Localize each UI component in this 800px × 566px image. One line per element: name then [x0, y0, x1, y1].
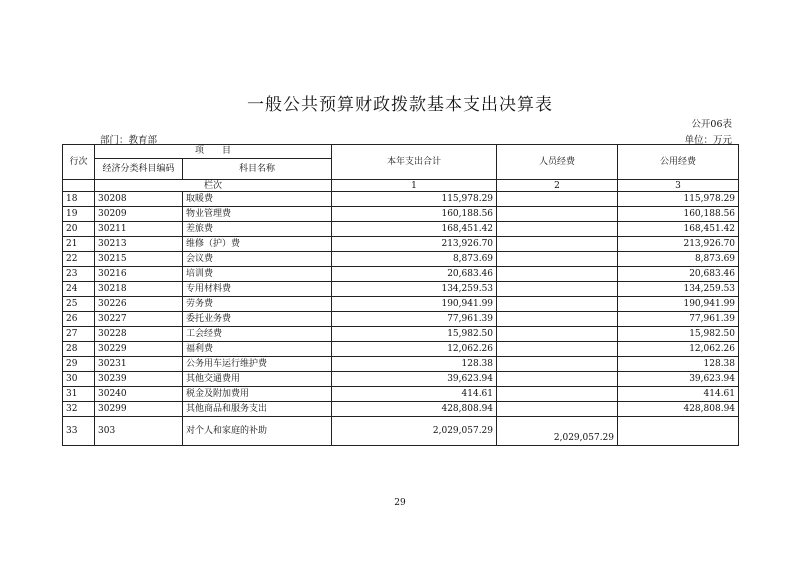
header-total: 本年支出合计 — [332, 145, 497, 180]
public-cell: 134,259.53 — [618, 282, 739, 297]
subject-name-cell: 工会经费 — [183, 327, 332, 342]
row-number-cell: 26 — [63, 312, 95, 327]
econ-code-cell: 30231 — [95, 357, 183, 372]
table-row — [63, 282, 739, 297]
public-cell: 213,926.70 — [618, 237, 739, 252]
table-row — [63, 387, 739, 402]
public-cell: 77,961.39 — [618, 312, 739, 327]
econ-code-cell: 30228 — [95, 327, 183, 342]
subject-name-cell: 培训费 — [183, 267, 332, 282]
row-number-cell: 27 — [63, 327, 95, 342]
public-cell: 128.38 — [618, 357, 739, 372]
subject-name-cell: 专用材料费 — [183, 282, 332, 297]
table-row — [63, 222, 739, 237]
row-number-cell: 32 — [63, 402, 95, 417]
econ-code-cell: 30229 — [95, 342, 183, 357]
page-number: 29 — [394, 498, 406, 508]
column-index-1: 1 — [332, 180, 497, 192]
personnel-cell — [497, 312, 618, 327]
table-row — [63, 237, 739, 252]
header-item: 项 目 — [95, 145, 332, 159]
table-row — [63, 342, 739, 357]
total-cell: 39,623.94 — [332, 372, 497, 387]
personnel-cell — [497, 357, 618, 372]
econ-code-cell: 30208 — [95, 192, 183, 207]
table-row — [63, 297, 739, 312]
subject-name-cell: 其他交通费用 — [183, 372, 332, 387]
subject-name-cell: 福利费 — [183, 342, 332, 357]
public-cell: 39,623.94 — [618, 372, 739, 387]
econ-code-cell: 30213 — [95, 237, 183, 252]
table-row — [63, 192, 739, 207]
public-cell: 15,982.50 — [618, 327, 739, 342]
econ-code-cell: 30240 — [95, 387, 183, 402]
row-number-cell: 28 — [63, 342, 95, 357]
total-cell: 190,941.99 — [332, 297, 497, 312]
econ-code-cell: 30299 — [95, 402, 183, 417]
subject-name-cell: 公务用车运行维护费 — [183, 357, 332, 372]
personnel-cell — [497, 327, 618, 342]
table-row — [63, 267, 739, 282]
personnel-cell — [497, 237, 618, 252]
econ-code-cell: 30239 — [95, 372, 183, 387]
econ-code-cell: 30215 — [95, 252, 183, 267]
column-index-3: 3 — [618, 180, 739, 192]
subject-name-cell: 对个人和家庭的补助 — [183, 417, 332, 446]
public-cell: 428,808.94 — [618, 402, 739, 417]
row-number-cell: 25 — [63, 297, 95, 312]
total-cell: 414.61 — [332, 387, 497, 402]
department-label: 部门：教育部 — [100, 135, 158, 146]
personnel-cell — [497, 342, 618, 357]
row-number-cell: 18 — [63, 192, 95, 207]
table-row — [63, 417, 739, 446]
econ-code-cell: 30218 — [95, 282, 183, 297]
row-number-cell: 31 — [63, 387, 95, 402]
total-cell: 12,062.26 — [332, 342, 497, 357]
form-number: 公开06表 — [691, 119, 732, 130]
econ-code-cell: 30211 — [95, 222, 183, 237]
personnel-cell: 2,029,057.29 — [497, 417, 618, 446]
blank-cell — [63, 180, 95, 192]
econ-code-cell: 30227 — [95, 312, 183, 327]
header-row-1 — [63, 145, 739, 159]
public-cell: 414.61 — [618, 387, 739, 402]
public-cell: 8,873.69 — [618, 252, 739, 267]
header-subject-name: 科目名称 — [183, 159, 332, 180]
table-row — [63, 372, 739, 387]
public-cell: 12,062.26 — [618, 342, 739, 357]
personnel-cell — [497, 222, 618, 237]
table-body — [63, 192, 739, 446]
subject-name-cell: 劳务费 — [183, 297, 332, 312]
personnel-cell — [497, 387, 618, 402]
table-row — [63, 312, 739, 327]
table-row — [63, 402, 739, 417]
column-index-row — [63, 180, 739, 192]
public-cell: 168,451.42 — [618, 222, 739, 237]
table-row — [63, 357, 739, 372]
row-number-cell: 29 — [63, 357, 95, 372]
personnel-cell — [497, 297, 618, 312]
total-cell: 428,808.94 — [332, 402, 497, 417]
column-index-label: 栏次 — [95, 180, 332, 192]
total-cell: 77,961.39 — [332, 312, 497, 327]
econ-code-cell: 30226 — [95, 297, 183, 312]
subject-name-cell: 维修（护）费 — [183, 237, 332, 252]
public-cell: 190,941.99 — [618, 297, 739, 312]
personnel-cell — [497, 252, 618, 267]
total-cell: 115,978.29 — [332, 192, 497, 207]
total-cell: 160,188.56 — [332, 207, 497, 222]
econ-code-cell: 30209 — [95, 207, 183, 222]
row-number-cell: 24 — [63, 282, 95, 297]
row-number-cell: 20 — [63, 222, 95, 237]
row-number-cell: 22 — [63, 252, 95, 267]
personnel-cell — [497, 207, 618, 222]
public-cell: 160,188.56 — [618, 207, 739, 222]
column-index-2: 2 — [497, 180, 618, 192]
total-cell: 134,259.53 — [332, 282, 497, 297]
subject-name-cell: 物业管理费 — [183, 207, 332, 222]
row-number-cell: 21 — [63, 237, 95, 252]
header-row-no: 行次 — [63, 145, 95, 180]
total-cell: 128.38 — [332, 357, 497, 372]
header-personnel: 人员经费 — [497, 145, 618, 180]
header-econ-code: 经济分类科目编码 — [95, 159, 183, 180]
total-cell: 8,873.69 — [332, 252, 497, 267]
subject-name-cell: 取暖费 — [183, 192, 332, 207]
subject-name-cell: 税金及附加费用 — [183, 387, 332, 402]
table-row — [63, 327, 739, 342]
row-number-cell: 23 — [63, 267, 95, 282]
public-cell: 115,978.29 — [618, 192, 739, 207]
header-public: 公用经费 — [618, 145, 739, 180]
econ-code-cell: 303 — [95, 417, 183, 446]
page-title: 一般公共预算财政拨款基本支出决算表 — [247, 95, 553, 115]
public-cell — [618, 417, 739, 446]
personnel-cell — [497, 282, 618, 297]
row-number-cell: 33 — [63, 417, 95, 446]
personnel-cell — [497, 402, 618, 417]
expenditure-table — [62, 144, 739, 446]
table-row — [63, 252, 739, 267]
econ-code-cell: 30216 — [95, 267, 183, 282]
subject-name-cell: 会议费 — [183, 252, 332, 267]
total-cell: 213,926.70 — [332, 237, 497, 252]
personnel-cell — [497, 372, 618, 387]
total-cell: 20,683.46 — [332, 267, 497, 282]
total-cell: 168,451.42 — [332, 222, 497, 237]
personnel-cell — [497, 267, 618, 282]
subject-name-cell: 其他商品和服务支出 — [183, 402, 332, 417]
row-number-cell: 19 — [63, 207, 95, 222]
row-number-cell: 30 — [63, 372, 95, 387]
total-cell: 15,982.50 — [332, 327, 497, 342]
subject-name-cell: 差旅费 — [183, 222, 332, 237]
unit-label: 单位：万元 — [684, 135, 732, 146]
personnel-cell — [497, 192, 618, 207]
public-cell: 20,683.46 — [618, 267, 739, 282]
subject-name-cell: 委托业务费 — [183, 312, 332, 327]
total-cell: 2,029,057.29 — [332, 417, 497, 446]
table-row — [63, 207, 739, 222]
